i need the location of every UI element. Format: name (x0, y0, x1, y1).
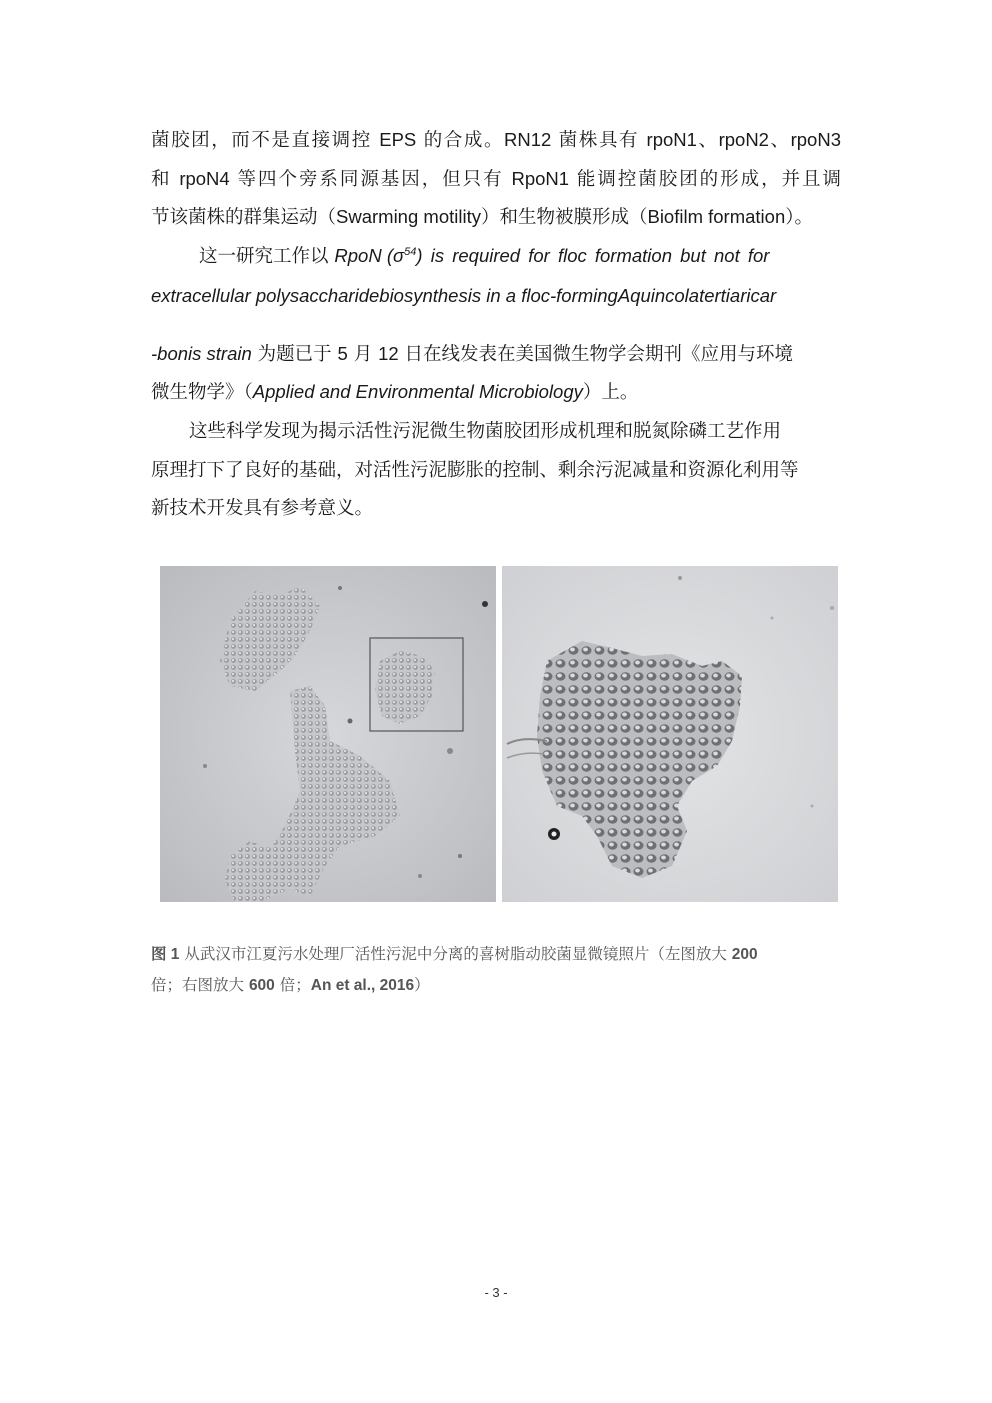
paragraph-2-line-3: -bonis strain 为题已于 5 月 12 日在线发表在美国微生物学会期刊《应用与环境 (151, 343, 794, 365)
paragraph-3-line-2: 原理打下了良好的基础，对活性污泥膨胀的控制、剩余污泥减量和资源化利用等 (151, 460, 799, 481)
page-number: - 3 - (484, 1285, 508, 1300)
paragraph-3-line-3: 新技术开发具有参考意义。 (151, 498, 374, 519)
paragraph-3-line-1: 这些科学发现为揭示活性污泥微生物菌胶团形成机理和脱氮除磷工艺作用 (189, 421, 782, 442)
paragraph-2-line-1: 这一研究工作以 RpoN $(\sigma^{54})$ is required for floc formation but not for (199, 245, 770, 267)
paragraph-1-line-1: 菌胶团，而不是直接调控 EPS 的合成。RN12 菌株具有 rpoN1、rpoN2、rpoN3 (151, 129, 841, 151)
paragraph-2-line-4: 微生物学》（Applied and Environmental Microbiology）上。 (151, 381, 639, 403)
figure-caption-line-2: 倍；右图放大 600 倍；An et al., 2016） (151, 976, 430, 994)
figure-1 (160, 566, 838, 902)
micrograph-left-200x (160, 566, 496, 902)
paragraph-1-line-3: 节该菌株的群集运动（Swarming motility）和生物被膜形成（Biofilm formation）。 (151, 206, 814, 228)
paragraph-2-line-2: extracellular polysaccharidebiosynthesis in a floc-formingAquincolatertiaricar (151, 285, 777, 306)
micrograph-right-600x (502, 566, 838, 902)
figure-caption-line-1: 图 1 从武汉市江夏污水处理厂活性污泥中分离的喜树脂动胶菌显微镜照片（左图放大 200 (151, 945, 758, 963)
paragraph-1-line-2: 和 rpoN4 等四个旁系同源基因，但只有 RpoN1 能调控菌胶团的形成，并且调 (151, 168, 841, 190)
